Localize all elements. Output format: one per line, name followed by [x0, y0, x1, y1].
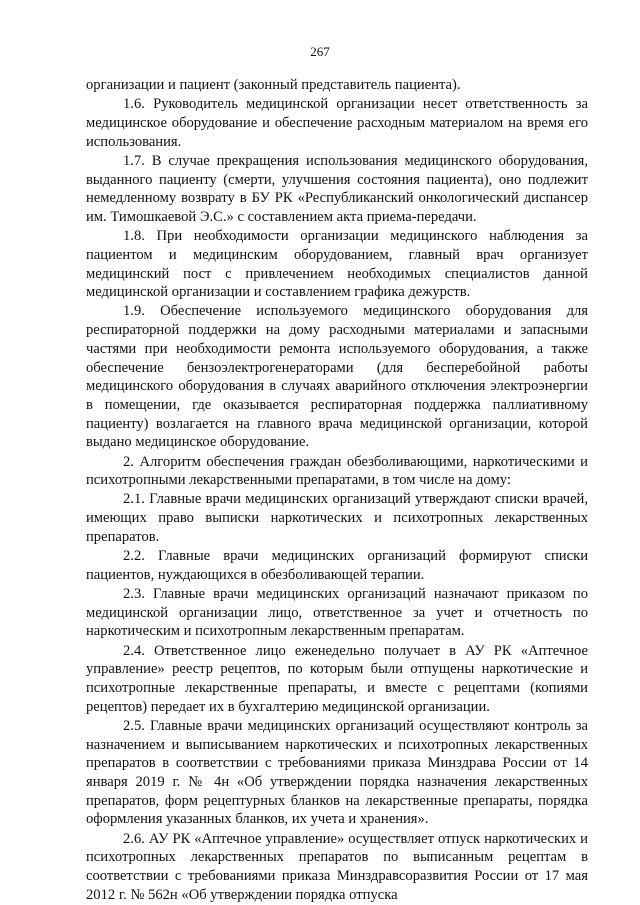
paragraph: 2.1. Главные врачи медицинских организаций утверждают списки врачей, имеющих право выписки наркотических и психотропных лекарственных препаратов. [86, 491, 588, 545]
paragraph: 2.5. Главные врачи медицинских организаций осуществляют контроль за назначением и выписыванием наркотических и психотропных лекарственных препаратов в соответствии с требованиями приказа Минздрава России от 14 января 2019 г. № 4н «Об утверждении порядка назначения лекарственных препаратов, форм рецептурных бланков на лекарственные препараты, порядка оформления указанных бланков, их учета и хранения». [86, 717, 588, 828]
paragraph: организации и пациент (законный представитель пациента). [86, 77, 461, 93]
paragraph: 1.7. В случае прекращения использования медицинского оборудования, выданного пациенту (смерти, улучшения состояния пациента), оно подлежит немедленному возврату в БУ РК «Республиканский онкологический диспансер им. Тимошкаевой Э.С.» с составлением акта приема-передачи. [86, 152, 588, 225]
paragraph: 2.6. АУ РК «Аптечное управление» осуществляет отпуск наркотических и психотропных лекарственных препаратов по выписанным рецептам в соответствии с требованиями приказа Минздравсоразвития России от 17 мая 2012 г. № 562н «Об утверждении порядка отпуска [86, 830, 588, 903]
paragraph: 1.6. Руководитель медицинской организации несет ответственность за медицинское оборудование и обеспечение расходным материалом на время его использования. [86, 96, 588, 150]
document-body [86, 76, 588, 905]
paragraph: 1.8. При необходимости организации медицинского наблюдения за пациентом и медицинским оборудованием, главный врач организует медицинский пост с привлечением необходимых специалистов данной медицинской организации и составлением графика дежурств. [86, 228, 588, 301]
paragraph: 2.2. Главные врачи медицинских организаций формируют списки пациентов, нуждающихся в обезболивающей терапии. [86, 548, 588, 583]
paragraph: 2.3. Главные врачи медицинских организаций назначают приказом по медицинской организации лицо, ответственное за учет и отчетность по наркотическим и психотропным лекарственным препаратам. [86, 585, 588, 640]
paragraph: 1.9. Обеспечение используемого медицинского оборудования для респираторной поддержки на дому расходными материалами и запасными частями при необходимости ремонта используемого оборудования, а также обеспечение бензоэлектрогенераторами (для бесперебойной работы медицинского оборудования в случаях аварийного отключения электроэнергии в помещении, где оказывается респираторная поддержка паллиативному пациенту) возлагается на главного врача медицинской организации, которой выдано медицинское оборудование. [86, 303, 588, 451]
page-number: 267 [310, 44, 330, 59]
paragraph: 2. Алгоритм обеспечения граждан обезболивающими, наркотическими и психотропными лекарственными препаратами, в том числе на дому: [86, 453, 588, 489]
paragraph: 2.4. Ответственное лицо еженедельно получает в АУ РК «Аптечное управление» реестр рецептов, по которым были отпущены наркотические и психотропные лекарственные препараты, и вместе с рецептами (копиями рецептов) передает их в бухгалтерию медицинской организации. [86, 642, 588, 715]
